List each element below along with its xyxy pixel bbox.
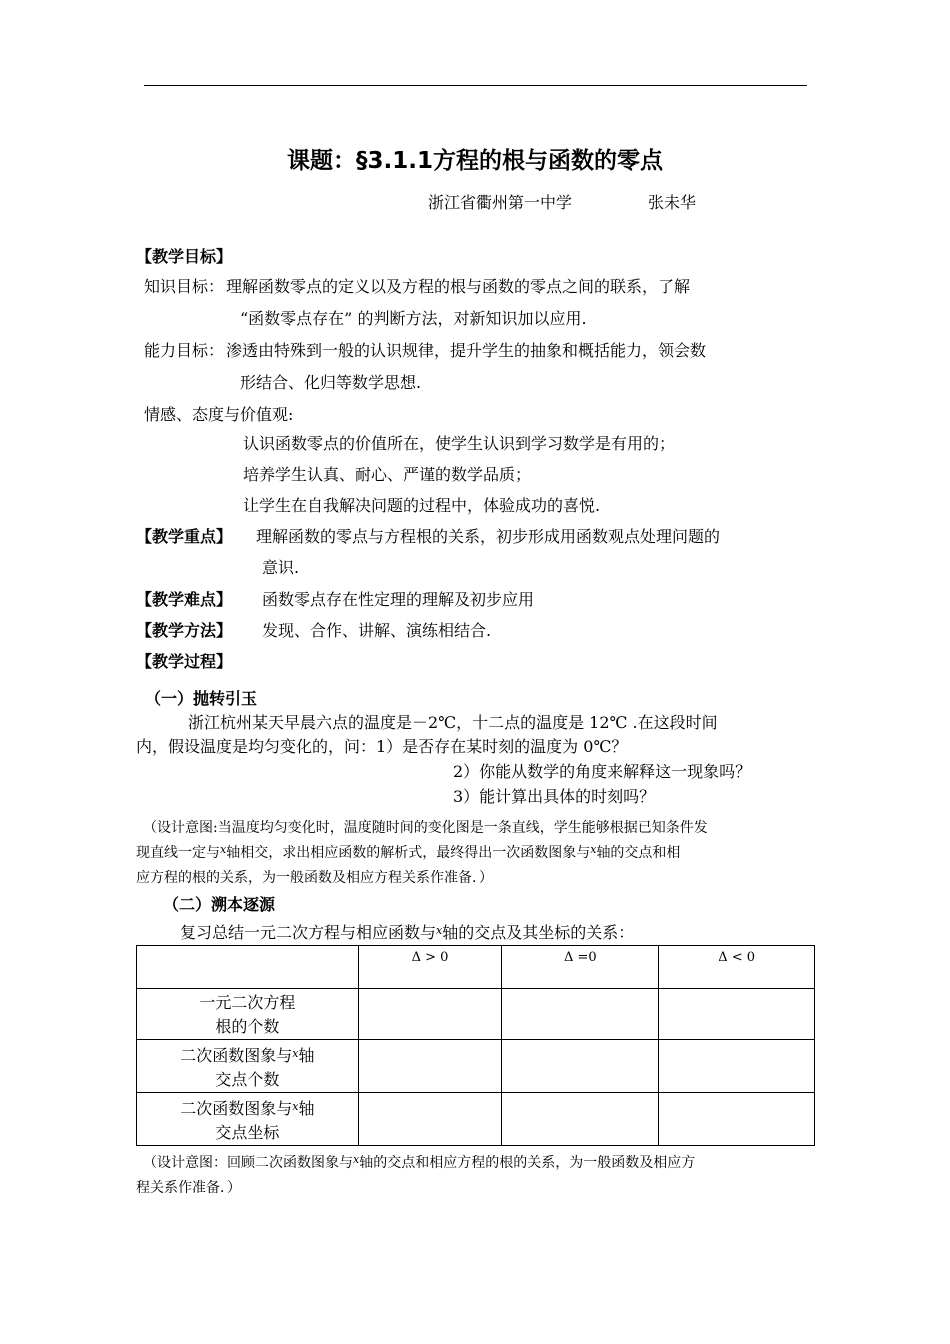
keypoints-header: 【教学重点】	[136, 527, 233, 546]
row-label: 二次函数图象与$^x$轴 交点个数	[137, 1040, 359, 1093]
section1-q3: 3）能计算出具体的时刻吗？	[453, 787, 656, 806]
table-cell	[659, 1040, 815, 1093]
section1-para-1: 浙江杭州某天早晨六点的温度是－2℃，十二点的温度是 12℃ .在这段时间	[188, 713, 718, 732]
emotion-line-3: 让学生在自我解决问题的过程中，体验成功的喜悦.	[243, 496, 601, 515]
methods-text: 发现、合作、讲解、演练相结合.	[262, 621, 492, 640]
x-axis-symbol: x	[436, 924, 443, 937]
objectives-header: 【教学目标】	[136, 247, 233, 266]
emotion-label: 情感、态度与价值观:	[144, 405, 294, 424]
table-cell	[659, 989, 815, 1040]
section1-note-2: 现直线一定与$^x$轴相交，求出相应函数的解析式，最终得出一次函数图象与$^x$轴的交点和相	[136, 843, 681, 861]
table-row	[137, 1040, 815, 1093]
table-header-row	[137, 946, 815, 989]
section2-note-1: （设计意图：回顾二次函数图象与$^x$轴的交点和相应方程的根的关系，为一般函数及相应方	[143, 1153, 696, 1171]
table-cell	[358, 989, 502, 1040]
emotion-line-1: 认识函数零点的价值所在，使学生认识到学习数学是有用的；	[243, 434, 676, 453]
table-cell	[502, 1093, 659, 1146]
header-rule	[144, 85, 807, 86]
section1-title: （一）抛转引玉	[145, 689, 258, 708]
author-school: 浙江省衢州第一中学	[428, 193, 573, 212]
keypoints-line-1: 理解函数的零点与方程根的关系，初步形成用函数观点处理问题的	[256, 527, 721, 546]
x-axis-symbol: x	[353, 1153, 360, 1166]
table-header-cell: Δ > 0	[358, 946, 502, 989]
table-cell	[502, 989, 659, 1040]
table-cell	[358, 1040, 502, 1093]
table-header-cell	[137, 946, 359, 989]
row-label: 二次函数图象与$^x$轴 交点坐标	[137, 1093, 359, 1146]
section2-title: （二）溯本逐源	[163, 895, 276, 914]
knowledge-line-1: 理解函数零点的定义以及方程的根与函数的零点之间的联系，了解	[226, 277, 691, 296]
table-row	[137, 1093, 815, 1146]
section1-para-2: 内，假设温度是均匀变化的，问：1）是否存在某时刻的温度为 0℃？	[136, 737, 628, 756]
ability-line-1: 渗透由特殊到一般的认识规律，提升学生的抽象和概括能力，领会数	[226, 341, 707, 360]
keypoints-line-2: 意识.	[262, 558, 300, 577]
x-axis-symbol: x	[590, 843, 597, 856]
section1-note-1: （设计意图:当温度均匀变化时，温度随时间的变化图是一条直线，学生能够根据已知条件发	[143, 820, 708, 836]
table-row	[137, 989, 815, 1040]
section1-q2: 2）你能从数学的角度来解释这一现象吗？	[453, 762, 752, 781]
knowledge-line-2: “函数零点存在” 的判断方法，对新知识加以应用.	[240, 309, 587, 328]
section2-note-2: 程关系作准备．）	[136, 1180, 241, 1196]
ability-label: 能力目标：	[144, 341, 225, 360]
section1-note-3: 应方程的根的关系，为一般函数及相应方程关系作准备．）	[136, 870, 493, 886]
difficulties-text: 函数零点存在性定理的理解及初步应用	[262, 590, 535, 609]
author-name: 张未华	[648, 193, 697, 212]
table-header-cell: Δ < 0	[659, 946, 815, 989]
table-cell	[358, 1093, 502, 1146]
page-title: 课题：§3.1.1方程的根与函数的零点	[287, 148, 663, 174]
knowledge-label: 知识目标：	[144, 277, 225, 296]
x-axis-symbol: x	[220, 843, 227, 856]
ability-line-2: 形结合、化归等数学思想.	[240, 373, 422, 392]
table-header-cell: Δ =0	[502, 946, 659, 989]
process-header: 【教学过程】	[136, 652, 233, 671]
table-cell	[659, 1093, 815, 1146]
section2-intro: 复习总结一元二次方程与相应函数与$^x$轴的交点及其坐标的关系：	[180, 923, 635, 942]
difficulties-header: 【教学难点】	[136, 590, 233, 609]
relation-table	[136, 945, 815, 1146]
emotion-line-2: 培养学生认真、耐心、严谨的数学品质；	[243, 465, 532, 484]
row-label: 一元二次方程 根的个数	[137, 989, 359, 1040]
table-cell	[502, 1040, 659, 1093]
methods-header: 【教学方法】	[136, 621, 233, 640]
